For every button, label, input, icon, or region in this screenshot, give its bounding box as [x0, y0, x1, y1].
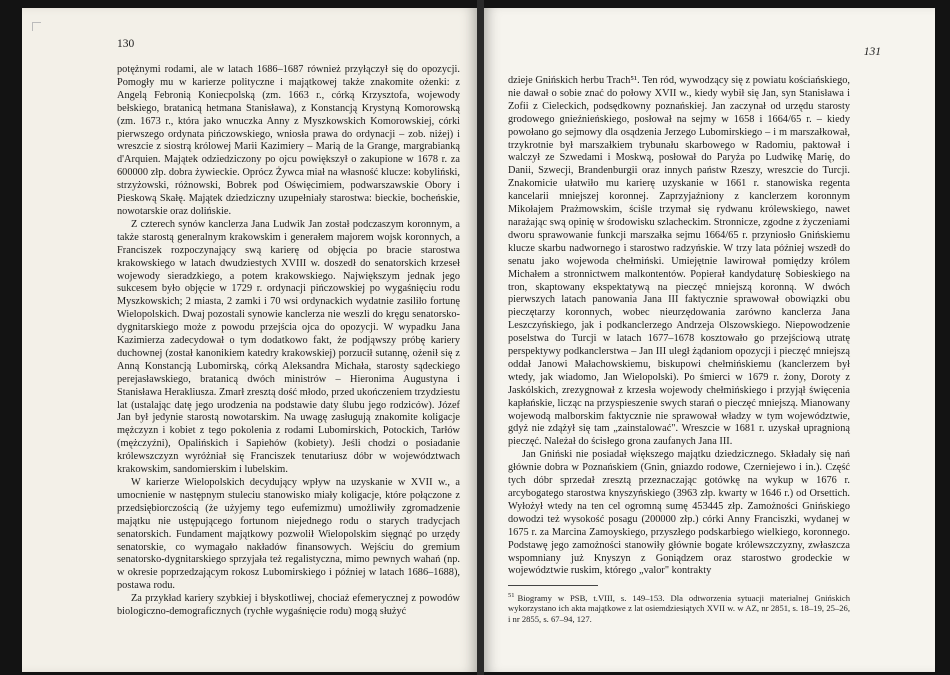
right-page — [484, 8, 935, 672]
left-page — [22, 8, 477, 672]
page-corner-mark — [32, 22, 41, 31]
footnote-text: Biogramy w PSB, t.VIII, s. 149–153. Dla odtworzenia sytuacji materialnej Gnińskich wykorzystano ich akta majątkowe z lat osiemdziesiątych XVII w. w AZ, nr 2851, s. 18–19, 25–26, i nr 2855, s. 67–94, 127. — [508, 592, 850, 625]
footnote-divider — [508, 585, 598, 586]
right-paragraph-1: dzieje Gnińskich herbu Trach⁵¹. Ten ród, wywodzący się z powiatu kościańskiego, nie dawał o sobie znać do połowy XVII w., kiedy wybił się Jan, syn Stanisława i Zofii z Cieleckich, podsędkowny poznańskiej. Jan zaczynał od urzędu starosty grodowego gnieźnieńskiego, posłował na sejmy w 1658 i 1664/65 r. – kiedy powołano go sejmowy dla osądzenia Jerzego Lubomirskiego – i m marszałkował, trzykrotnie był marszałkiem trybunału skarbowego w Radomiu, paktował i walczył ze Szwedami i Moskwą, posłował do Paryża po Ludwikę Marię, do Danii, Szwecji, Brandenburgii oraz innych państw Rzeszy, wreszcie do Turcji. Znakomicie ułatwiło mu karierę uzyskanie w 1661 r. stanowiska regenta kancelarii mniejszej koronnej. Zaprzyjaźniony z kanclerzem koronnym Mikołajem Prażmowskim, ściśle trzymał się rydwanu królewskiego, nawet narażając swą opinię w środowisku szlacheckim. Stronnicze, zgodne z życzeniami dworu sprawowanie funkcji marszałka sejmu 1664/65 r. przyniosło Gnińskiemu klucze skarbu nadwornego i starostwo radzyńskie. W trzy lata później wszedł do senatu jako wojewoda chełmiński. Umiejętnie lawirował pomiędzy królem Michałem a stronnictwem malkontentów. Popierał kandydaturę Sobieskiego na tron, skaptowany ekspektatywą na pieczęć mniejszą koronną. W dwóch pierwszych latach panowania Jana III faktycznie sprawował obowiązki obu pieczętarzy koronnych, wobec nieurzędowania zarówno kanclerza Jana Leszczyńskiego, jak i podkanclerzego Andrzeja Olszowskiego. Niepowodzenie poselstwa do Turcji w latach 1677–1678 kosztowało go przejściową utratę perspektywy podkanclerstwa – Jan III uległ żądaniom opozycji i pieczęć mniejszą oddał Janowi Małachowskiemu, biskupowi chełmińskiemu (kanclerzem był wtedy, jak wiadomo, Jan Wielopolski). Po śmierci w 1679 r. żony, Doroty z Jaskólskich, zrezygnował z krzesła wojewody chełmińskiego i przyjął święcenia kapłańskie, licząc na przyspieszenie swych starań o pieczęć mniejszą. Mianowany wojewodą malborskim faktycznie nie sprawował władzy w tym województwie, gdyż nie zdążył się tam „zainstalować". Wreszcie w 1681 r. uzyskał upragnioną pieczęć. Należał do ścisłego grona zaufanych Jana III. — [508, 75, 850, 448]
left-page-body — [117, 64, 460, 619]
footnote — [508, 591, 850, 625]
left-paragraph-2: Z czterech synów kanclerza Jana Ludwik Jan został podczaszym koronnym, a także starostą generalnym krakowskim i generałem majorem wojsk koronnych, a Franciszek rozpoczynający swą karierę od objęcia po bracie starostwa krakowskiego w latach dwudziestych XVIII w. doszedł do senatorskich krzeseł wojewody sieradzkiego, a potem krakowskiego. Największym jednak jego sukcesem było objęcie w 1729 r. ordynacji pińczowskiej po wygaśnięciu rodu Myszkowskich; 2 miasta, 2 zamki i 70 wsi ordynackich wydatnie zasiliło fortunę Wielopolskich. Dwaj pozostali synowie kanclerza nie weszli do kręgu senatorsko-dygnitarskiego może z powodu przejścia ojca do opozycji. W wypadku Jana Kazimierza zadecydował o tym dodatkowo fakt, że podjąwszy próbę kariery duchownej (został kanonikiem katedry krakowskiej) porzucił sutannę, ożenił się z Anną Konstancją Lubomirską, córką Aleksandra Michała, starosty sądeckiego perejasławskiego, bratanicą dwóch ministrów – Hieronima Augustyna i Stanisława Herakliusza. Zmarł zresztą dość młodo, przed ukończeniem trzydziestu lat (ustalając datę jego urodzenia na podstawie daty ślubu jego rodziców). Józef Jan był jedynie starostą nowotarskim. Na uwagę zasługują znakomite koligacje mężczyzn i kobiet z tego pokolenia z rodami Lubomirskich, Potockich, Tarłów (mężczyźni), Opalińskich i Sapiehów (kobiety). Jeśli chodzi o posiadanie królewszczyzn wyróżniał się Franciszek tenutariusz dóbr w województwach krakowskim, sandomierskim i lubelskim. — [117, 218, 460, 476]
footnote-mark: 51 — [508, 592, 515, 599]
right-paragraph-2: Jan Gniński nie posiadał większego majątku dziedzicznego. Składały się nań głównie dobra w Poznańskiem (Gnin, gniazdo rodowe, Czerniejewo i in.). Część tych dóbr sprzedał zresztą przeznaczając gotówkę na wykup w 1676 r. arcybogatego starostwa knyszyńskiego (3963 złp. kwarty w 1646 r.) od Orsettich. Wyłożył wtedy na ten cel ogromną sumę 453445 złp. Zamożności Gnińskiego dowodzi też wysokość posagu (200000 złp.) córki Anny Franciszki, wydanej w 1675 r. za Marcina Zamoyskiego, przyszłego podskarbiego wielkiego, koronnego. Podstawę jego zamożności stanowiły głównie bogate królewszczyzny, zwłaszcza wspomniany już Knyszyn z Goniądzem oraz starostwo grodeckie w województwie ruskim, którego „valor" kontrakty — [508, 449, 850, 577]
left-paragraph-4: Za przykład kariery szybkiej i błyskotliwej, chociaż efemerycznej z powodów biologiczno-demograficznych (rychłe wygaśnięcie rodu) mogą służyć — [117, 593, 460, 618]
left-paragraph-1: potężnymi rodami, ale w latach 1686–1687 również przyłączył się do opozycji. Pomogły mu w karierze polityczne i majątkowej także znakomite ożenki: z Angelą Febronią Koniecpolską (zm. 1663 r., córką Krzysztofa, wojewody bełskiego, bratanicą hetmana Stanisława), z Konstancją Krystyną Komorowską (zm. 1673 r., która jako wnuczka Anny z Myszkowskich Komorowskiej, córki pierwszego ordynata pińczowskiego, wniosła prawa do ordynacji – zob. niżej) i wreszcie z siostrą królowej Marii Kazimiery – Marią de la Grange, margrabianką d'Arquien. Majątek odziedziczony po ojcu powiększył o zakupione w 1678 r. za 600000 złp. dobra żywieckie. Oprócz Żywca miał na własność klucze: kobyliński, strzyżowski, różnowski, Bobrek pod Oświęcimiem, podwarszawskie Obory i Pieskową Skałę. Majątek dziedziczny uzupełniały starostwa: bieckie, bocheńskie, nowotarskie oraz dolińskie. — [117, 64, 460, 217]
book-spread — [22, 0, 935, 675]
book-gutter — [477, 0, 484, 675]
left-page-number: 130 — [117, 38, 135, 50]
right-page-number: 131 — [863, 46, 881, 58]
right-page-body — [508, 75, 850, 578]
left-paragraph-3: W karierze Wielopolskich decydujący wpływ na uzyskanie w XVII w., a umocnienie w następnym stuleciu stanowisko miały koligacje, które połączone z przedsiębiorczością (że użyjemy tego eufemizmu) umożliwiły zgromadzenie majątku nie ustępującego fortunom niejednego rodu o starych tradycjach senatorskich. Fundament majątkowy pozwolił Wielopolskim sięgnąć po urzędy senatorskie, co wymagało nakładów finansowych. Wejściu do gremium senatorsko-dygnitarskiego sprzyjała też regalistyczna, mimo pewnych wahań (np. w okresie poprzedzającym rokosz Lubomirskiego i później w latach 1686–1688), postawa rodu. — [117, 477, 460, 592]
